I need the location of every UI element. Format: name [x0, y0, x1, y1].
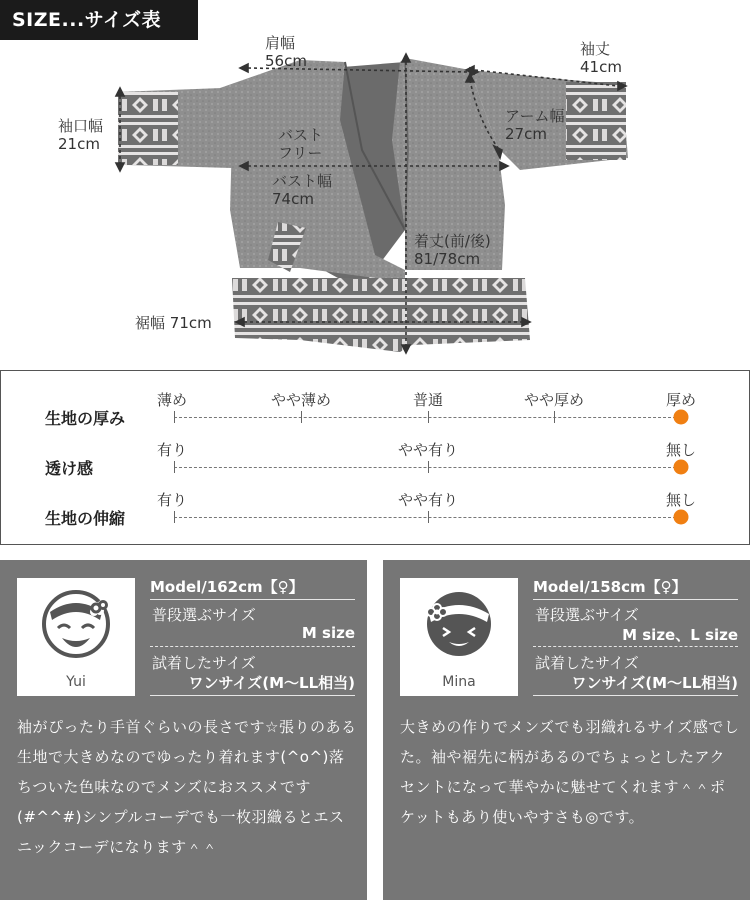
- tick-mark: [174, 411, 175, 423]
- hem-pattern: [232, 278, 530, 352]
- fabric-properties-panel: [0, 370, 750, 545]
- divider: [533, 599, 738, 600]
- tried-size-label: 試着したサイズ: [535, 654, 639, 672]
- winking-face-icon: [419, 584, 499, 664]
- bust-free-label: バスト フリー: [278, 126, 324, 162]
- usual-size-label: 普段選ぶサイズ: [152, 606, 256, 624]
- tick-mark: [428, 461, 429, 473]
- model-name: Mina: [442, 674, 476, 690]
- cardigan-illustration: [0, 0, 750, 370]
- left-cuff-pattern: [118, 92, 178, 165]
- model-card-mina: [383, 560, 750, 900]
- tick-mark: [554, 411, 555, 423]
- divider: [150, 695, 355, 696]
- length-label: 着丈(前/後) 81/78cm: [414, 232, 491, 268]
- sleeve-length-label: 袖丈 41cm: [580, 40, 622, 76]
- tick-mark: [428, 411, 429, 423]
- tick-mark: [174, 461, 175, 473]
- hem-width-label: 裾幅 71cm: [135, 314, 212, 332]
- tick-label: 薄め: [157, 391, 188, 409]
- model-height: Model/162cm【♀】: [150, 578, 304, 596]
- usual-size-label: 普段選ぶサイズ: [535, 606, 639, 624]
- tried-size-label: 試着したサイズ: [152, 654, 256, 672]
- usual-size-value: M size: [301, 624, 355, 642]
- tick-label: 無し: [665, 491, 696, 509]
- transparency-label: 透け感: [45, 459, 94, 478]
- stretch-row: [1, 489, 750, 539]
- tried-size-value: ワンサイズ(M〜LL相当): [571, 674, 738, 692]
- tick-label: やや有り: [397, 491, 459, 509]
- transparency-row: [1, 439, 750, 489]
- tick-mark: [174, 511, 175, 523]
- stretch-indicator-dot: [674, 510, 689, 525]
- model-comment: 大きめの作りでメンズでも羽織れるサイズ感でした。袖や裾先に柄があるのでちょっとしたアクセントになって華やかに魅せてくれます＾＾ポケットもあり使いやすさも◎です。: [400, 718, 740, 826]
- tick-label: 厚め: [665, 391, 696, 409]
- divider: [150, 599, 355, 600]
- avatar: [400, 578, 518, 696]
- right-cuff-pattern: [566, 82, 626, 160]
- tick-label: やや有り: [397, 441, 459, 459]
- tick-label: 有り: [157, 491, 188, 509]
- tick-label: やや薄め: [270, 391, 332, 409]
- divider: [533, 695, 738, 696]
- tick-mark: [428, 511, 429, 523]
- size-chart-title: SIZE...サイズ表: [0, 0, 198, 40]
- cuff-width-label: 袖口幅 21cm: [58, 117, 104, 153]
- tried-size-value: ワンサイズ(M〜LL相当): [188, 674, 355, 692]
- thickness-indicator-dot: [674, 410, 689, 425]
- tick-label: 普通: [412, 391, 444, 409]
- model-height: Model/158cm【♀】: [533, 578, 687, 596]
- thickness-label: 生地の厚み: [45, 409, 126, 428]
- thickness-row: [1, 389, 750, 439]
- model-comment: 袖がぴったり手首ぐらいの長さです☆張りのある生地で大きめなのでゆったり着れます(^o^)落ちついた色味なのでメンズにおススメです(#^^#)シンプルコーデでも一枚羽織るとエスニックコーデになります＾＾: [17, 718, 357, 856]
- model-name: Yui: [66, 674, 86, 690]
- tick-label: 有り: [157, 441, 188, 459]
- stretch-label: 生地の伸縮: [45, 509, 126, 528]
- bust-width-label: バスト幅 74cm: [272, 172, 333, 208]
- shoulder-width-label: 肩幅 56cm: [265, 34, 307, 70]
- divider: [150, 646, 355, 647]
- size-diagram: [0, 0, 750, 370]
- arm-width-label: アーム幅 27cm: [505, 107, 565, 143]
- tick-mark: [301, 411, 302, 423]
- avatar: [17, 578, 135, 696]
- divider: [533, 646, 738, 647]
- tick-label: やや厚め: [523, 391, 585, 409]
- tick-label: 無し: [665, 441, 696, 459]
- usual-size-value: M size、L size: [622, 626, 738, 644]
- transparency-indicator-dot: [674, 460, 689, 475]
- model-card-yui: [0, 560, 367, 900]
- smiling-face-icon: [36, 584, 116, 664]
